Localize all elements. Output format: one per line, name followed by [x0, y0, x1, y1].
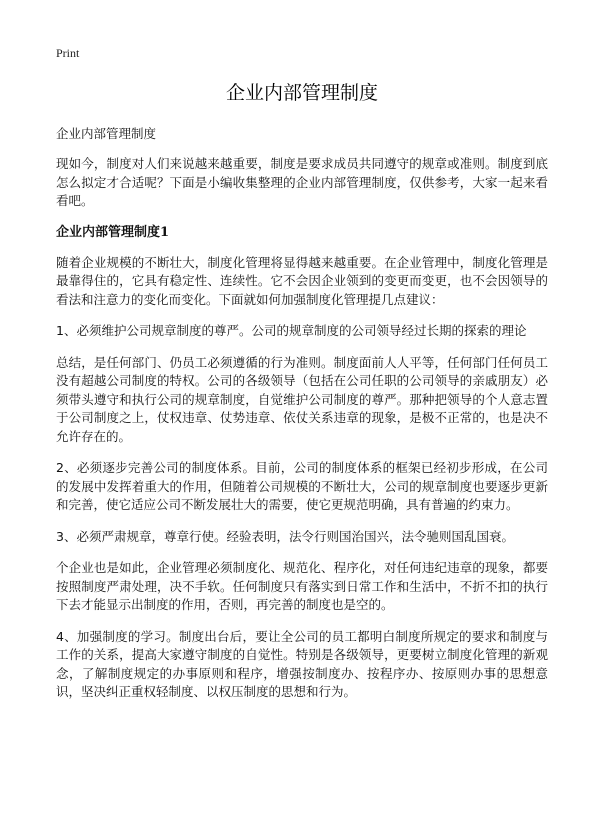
body-paragraph-6: 个企业也是如此，企业管理必须制度化、规范化、程序化，对任何违纪违章的现象，都要按照制度严肃处理，决不手软。任何制度只有落实到日常工作和生活中，不折不扣的执行下去才能显示出制度的作用，否则，再完善的制度也是空的。 [56, 560, 548, 612]
body-paragraph-2: 1、必须维护公司规章制度的尊严。公司的规章制度的公司领导经过长期的探索的理论 [56, 323, 527, 338]
body-paragraph-1: 随着企业规模的不断壮大，制度化管理将显得越来越重要。在企业管理中，制度化管理是最靠得住的，它具有稳定性、连续性。它不会因企业领到的变更而变更，也不会因领导的看法和注意力的变化而变化。下面就如何加强制度化管理提几点建议： [56, 254, 548, 307]
section-heading: 企业内部管理制度1 [56, 224, 170, 240]
print-link[interactable]: Print [56, 46, 80, 60]
body-paragraph-4: 2、必须逐步完善公司的制度体系。目前，公司的制度体系的框架已经初步形成，在公司的发展中发挥着重大的作用，但随着公司规模的不断壮大，公司的规章制度也要逐步更新和完善，使它适应公司不断发展壮大的需要，使它更规范明确，具有普遍的约束力。 [56, 460, 548, 512]
document-title: 企业内部管理制度 [225, 82, 378, 104]
body-paragraph-3: 总结，是任何部门、仍员工必须遵循的行为准则。制度面前人人平等，任何部门任何员工没有超越公司制度的特权。公司的各级领导（包括在公司任职的公司领导的亲戚朋友）必须带头遵守和执行公司的规章制度，自觉维护公司制度的尊严。那种把领导的个人意志置于公司制度之上，仗权违章、仗势违章、依仗关系违章的现象，是极不正常的，也是决不允许存在的。 [56, 354, 548, 444]
intro-paragraph: 现如今，制度对人们来说越来越重要，制度是要求成员共同遵守的规章或准则。制度到底怎么拟定才合适呢？下面是小编收集整理的企业内部管理制度，仅供参考，大家一起来看看吧。 [56, 156, 548, 208]
document-subtitle: 企业内部管理制度 [56, 126, 157, 141]
body-paragraph-7: 4、加强制度的学习。制度出台后，要让全公司的员工都明白制度所规定的要求和制度与工作的关系，提高大家遵守制度的自觉性。特别是各级领导，更要树立制度化管理的新观念，了解制度规定的办事原则和程序，增强按制度办、按程序办、按原则办事的思想意识，坚决纠正重权轻制度、以权压制度的思想和行为。 [56, 628, 548, 699]
body-paragraph-5: 3、必须严肃规章，尊章行使。经验表明，法令行则国治国兴，法令驰则国乱国衰。 [56, 528, 514, 544]
